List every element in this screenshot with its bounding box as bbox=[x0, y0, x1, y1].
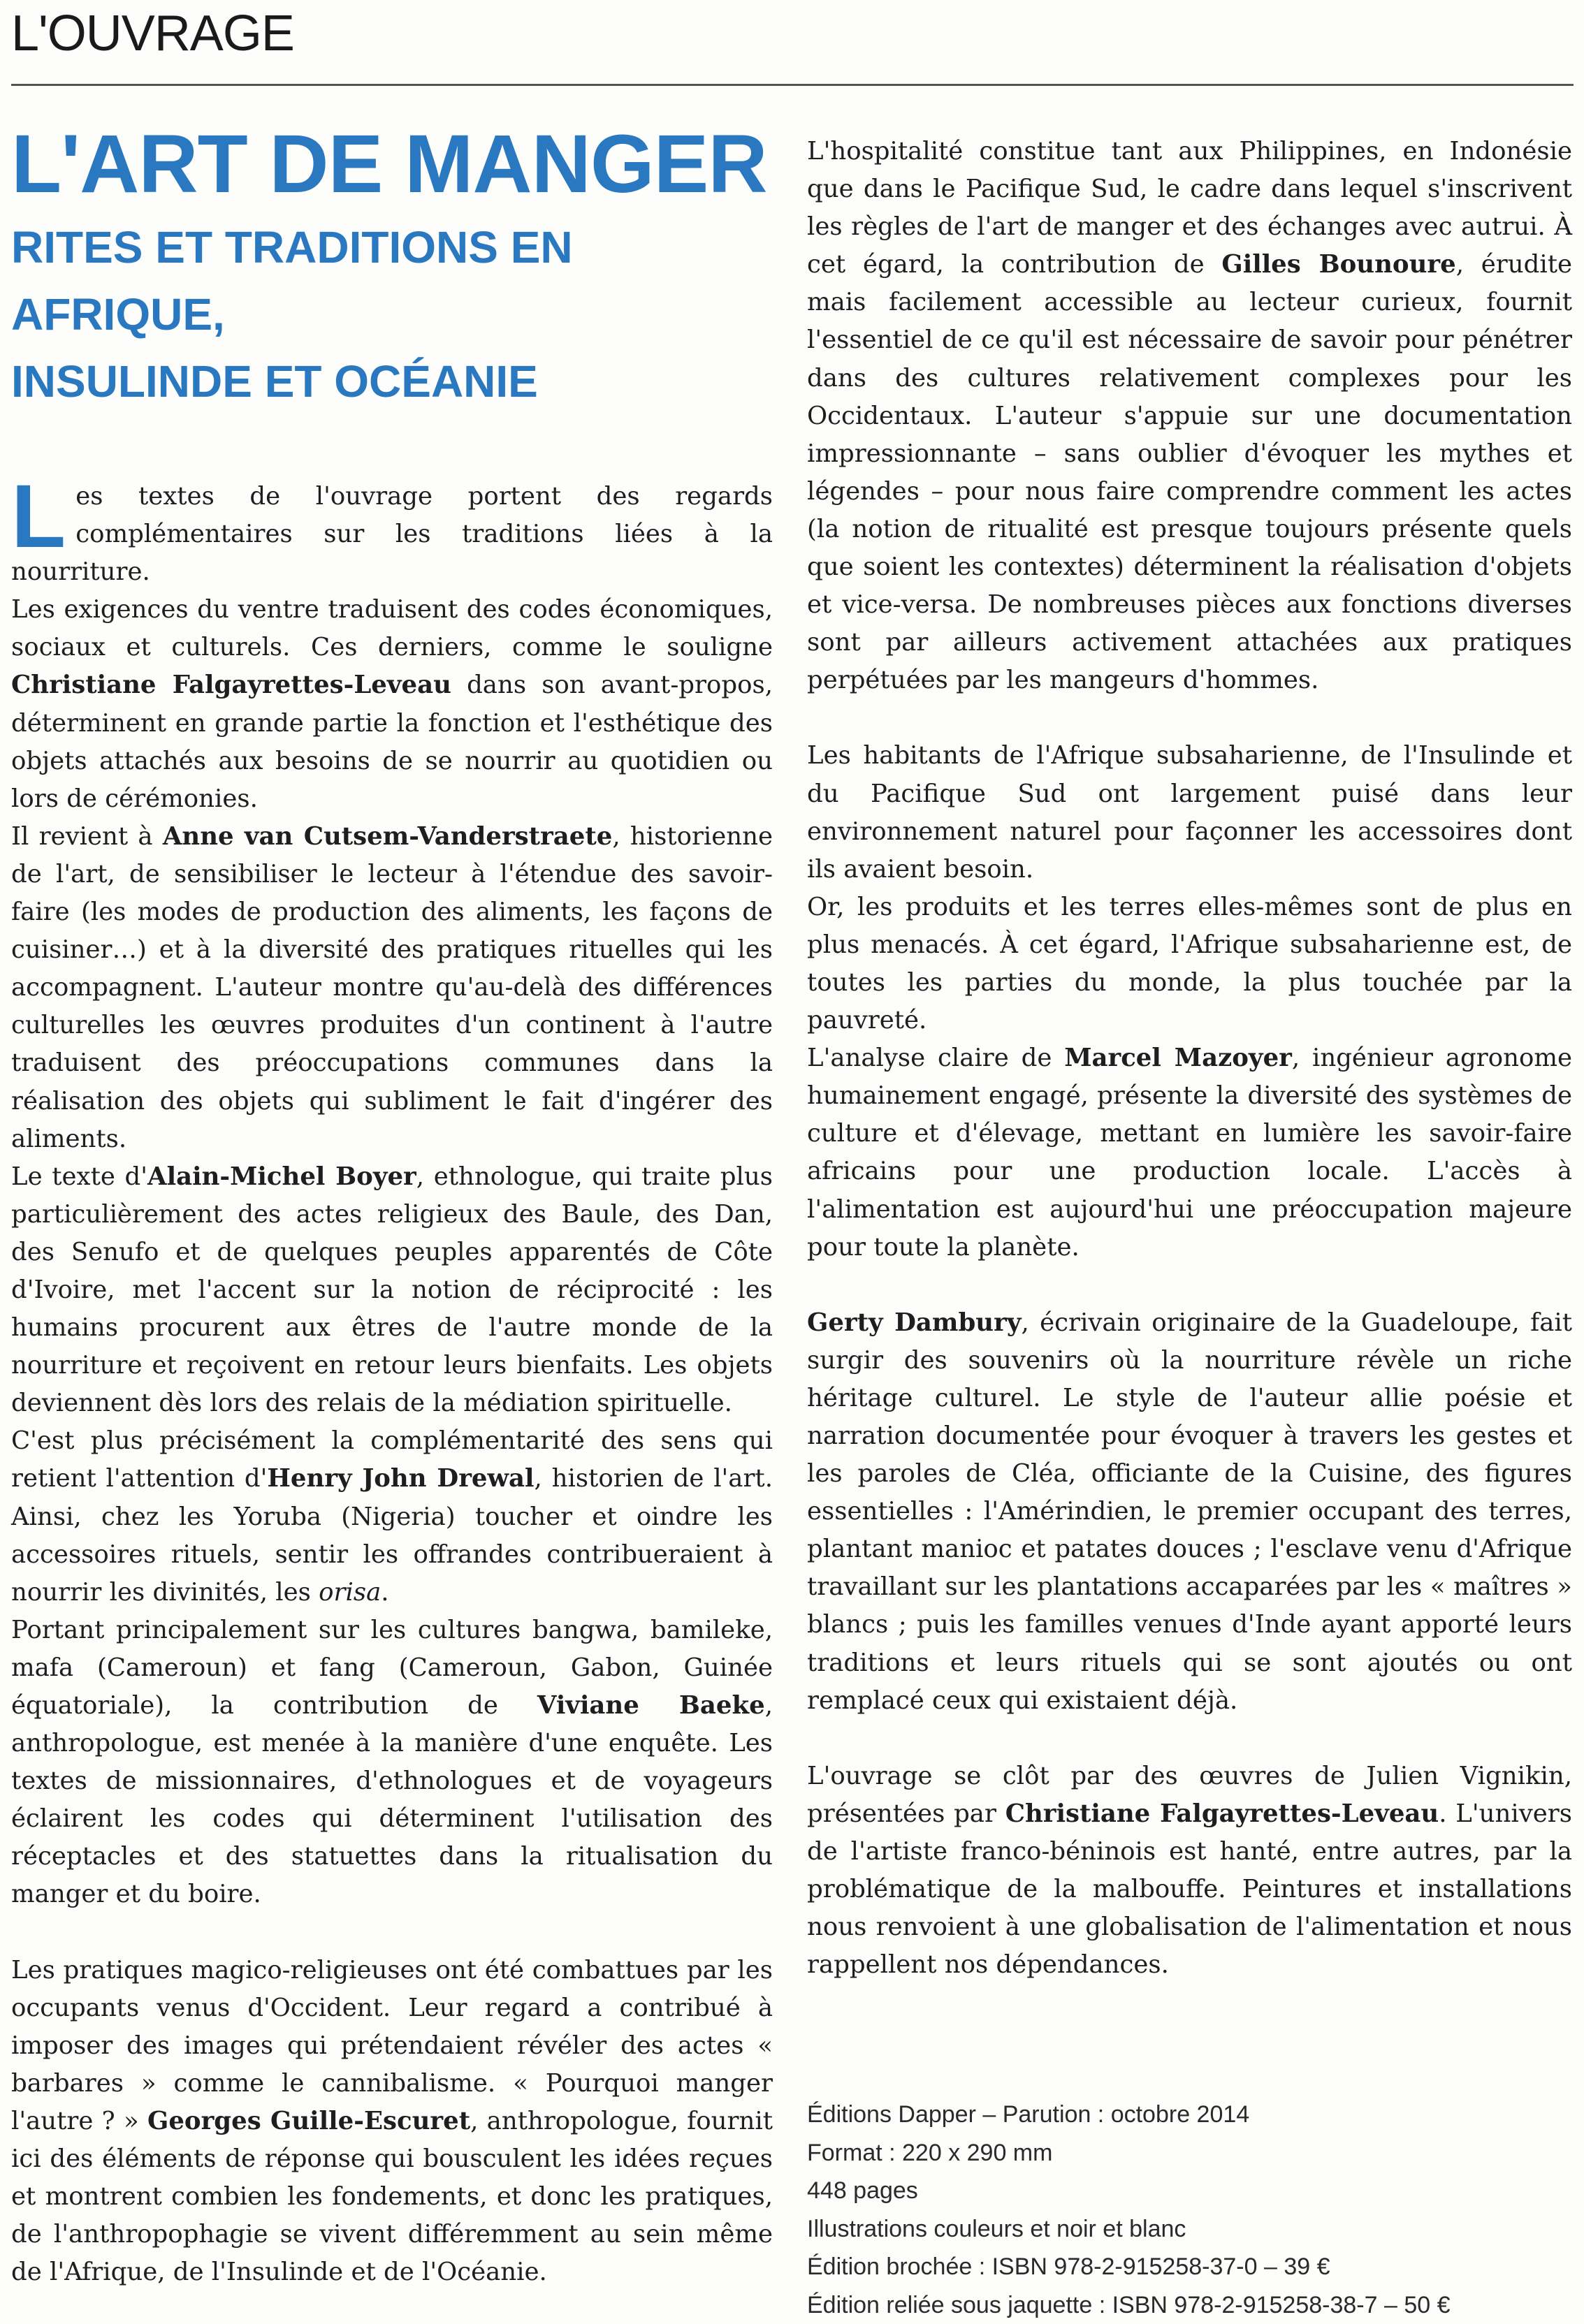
paragraph-gap bbox=[807, 1266, 1572, 1304]
text: , anthropologue, fournit ici des éléments de réponse qui bousculent les idées reçues et montrent combien les fondements, et donc les pratiques, de l'anthropophagie se vivent différemment au sein même de l'Afrique, de l'Insulinde et de l'Océanie. bbox=[11, 2106, 773, 2287]
author-name: Christiane Falgayrettes-Leveau bbox=[11, 671, 451, 700]
text: L'hospitalité constitue tant aux Philippines, en Indonésie que dans le Pacifique Sud, le cadre dans lequel s'inscrivent les règles de l'art de manger et des échanges avec autrui. À cet égard, la contribution de bbox=[807, 137, 1572, 279]
right-column bbox=[807, 133, 1572, 2324]
text: L'analyse claire de bbox=[807, 1044, 1065, 1073]
publication-info bbox=[807, 2096, 1572, 2324]
drop-cap: L bbox=[11, 467, 66, 567]
paragraph-gap bbox=[807, 1720, 1572, 1757]
article-subtitle bbox=[11, 214, 773, 415]
header-rule bbox=[11, 84, 1574, 86]
text: , anthropologue, est menée à la manière d'une enquête. Les textes de missionnaires, d'ethnologues et de voyageurs éclairent les codes qui déterminent l'utilisation des réceptacles et des statuettes dans la ritualisation du manger et du boire. bbox=[11, 1691, 773, 1909]
publication-line: Éditions Dapper – Parution : octobre 2014 bbox=[807, 2101, 1250, 2128]
paragraph bbox=[807, 1039, 1572, 1266]
text: , écrivain originaire de la Guadeloupe, fait surgir des souvenirs où la nourriture révèle un riche héritage culturel. Le style de l'auteur allie poésie et narration documentée pour évoquer à travers les gestes et les paroles de Cléa, officiante de la Cuisine, des figures essentielles : l'Amérindien, le premier occupant des terres, plantant manioc et patates douces ; l'esclave venu d'Afrique travaillant sur les plantations accaparées par les « maîtres » blancs ; puis les familles venues d'Inde ayant apporté leurs traditions et leurs rituels qui se sont ajoutés ou ont remplacé ceux qui existaient déjà. bbox=[807, 1308, 1572, 1715]
text: C'est plus précisément la complémentarité des sens qui retient l'attention d' bbox=[11, 1426, 773, 1493]
subtitle-line-1: RITES ET TRADITIONS EN AFRIQUE, bbox=[11, 222, 573, 339]
text: Le texte d' bbox=[11, 1162, 148, 1191]
text: , érudite mais facilement accessible au lecteur curieux, fournit l'essentiel de ce qu'il est nécessaire de savoir pour pénétrer dans des cultures relativement complexes pour les Occidentaux. L'auteur s'appuie sur une documentation impressionnante – sans oublier d'évoquer les mythes et légendes – pour nous faire comprendre comment les actes (la notion de ritualité est presque toujours présente quels que soient les contextes) déterminent la réalisation d'objets et vice-versa. De nombreuses pièces aux fonctions diverses sont par ailleurs activement attachées aux pratiques perpétuées par les mangeurs d'hommes. bbox=[807, 250, 1572, 695]
author-name: Georges Guille-Escuret bbox=[147, 2106, 471, 2135]
article-title: L'ART DE MANGER bbox=[11, 118, 767, 210]
text: . L'univers de l'artiste franco-béninois est hanté, entre autres, par la problématique de la malbouffe. Peintures et installations nous renvoient à une globalisation de l'alimentation et nous rappellent nos dépendances. bbox=[807, 1799, 1572, 1980]
text: es textes de l'ouvrage portent des regards complémentaires sur les traditions liées à la nourriture. bbox=[11, 482, 773, 587]
text: , historien de l'art. Ainsi, chez les Yoruba (Nigeria) toucher et oindre les accessoires rituels, sentir les offrandes contribueraient à nourrir les divinités, les bbox=[11, 1464, 773, 1607]
author-name: Marcel Mazoyer bbox=[1064, 1044, 1292, 1073]
paragraph bbox=[11, 591, 773, 818]
paragraph bbox=[11, 1422, 773, 1611]
paragraph-intro bbox=[11, 467, 773, 591]
publication-line: 448 pages bbox=[807, 2177, 918, 2205]
author-name: Anne van Cutsem-Vanderstraete bbox=[162, 821, 613, 851]
paragraph bbox=[11, 1612, 773, 1914]
paragraph-gap bbox=[807, 699, 1572, 737]
author-name: Gilles Bounoure bbox=[1221, 250, 1456, 279]
text: L'ouvrage se clôt par des œuvres de Julien Vignikin, présentées par bbox=[807, 1761, 1572, 1828]
paragraph: Les habitants de l'Afrique subsaharienne, de l'Insulinde et du Pacifique Sud ont largement puisé dans leur environnement naturel pour façonner les accessoires dont ils avaient besoin. bbox=[807, 741, 1572, 884]
text: , historienne de l'art, de sensibiliser le lecteur à l'étendue des savoir-faire (les modes de production des aliments, les façons de cuisiner…) et à la diversité des pratiques rituelles qui les accompagnent. L'auteur montre qu'au-delà des différences culturelles les œuvres produites d'un continent à l'autre traduisent des préoccupations communes dans la réalisation des objets qui subliment le fait d'ingérer des aliments. bbox=[11, 821, 773, 1153]
paragraph bbox=[807, 1304, 1572, 1720]
text: Les exigences du ventre traduisent des codes économiques, sociaux et culturels. Ces derniers, comme le souligne bbox=[11, 595, 773, 662]
text: Il revient à bbox=[11, 821, 163, 851]
italic-term: orisa bbox=[319, 1577, 382, 1607]
paragraph bbox=[11, 818, 773, 1158]
author-name: Henry John Drewal bbox=[267, 1464, 535, 1493]
paragraph bbox=[807, 133, 1572, 699]
publication-line: Illustrations couleurs et noir et blanc bbox=[807, 2215, 1186, 2242]
paragraph: Or, les produits et les terres elles-mêmes sont de plus en plus menacés. À cet égard, l'Afrique subsaharienne est, de toutes les parties du monde, la plus touchée par la pauvreté. bbox=[807, 892, 1572, 1035]
subtitle-line-2: INSULINDE ET OCÉANIE bbox=[11, 356, 538, 407]
paragraph bbox=[11, 1952, 773, 2292]
author-name: Alain-Michel Boyer bbox=[147, 1162, 416, 1191]
text: , ingénieur agronome humainement engagé, présente la diversité des systèmes de culture et d'élevage, mettant en lumière les savoir-faire africains pour une production locale. L'accès à l'alimentation est aujourd'hui une préoccupation majeure pour toute la planète. bbox=[807, 1044, 1572, 1262]
text: Portant principalement sur les cultures bangwa, bamileke, mafa (Cameroun) et fang (Cameroun, Gabon, Guinée équatoriale), la contribution de bbox=[11, 1615, 773, 1720]
publication-line: Format : 220 x 290 mm bbox=[807, 2139, 1053, 2166]
text: Les pratiques magico-religieuses ont été combattues par les occupants venus d'Occident. Leur regard a contribué à imposer des images qui prétendaient révéler des actes « barbares » comme le cannibalisme. « Pourquoi manger l'autre ? » bbox=[11, 1955, 773, 2135]
publication-line: Édition brochée : ISBN 978-2-915258-37-0 – 39 € bbox=[807, 2253, 1330, 2281]
publication-line: Édition reliée sous jaquette : ISBN 978-2-915258-38-7 – 50 € bbox=[807, 2291, 1451, 2318]
author-name: Viviane Baeke bbox=[537, 1691, 765, 1720]
paragraph bbox=[807, 1757, 1572, 1985]
section-label: L'OUVRAGE bbox=[11, 6, 294, 61]
text: , ethnologue, qui traite plus particulièrement des actes religieux des Baule, des Dan, des Senufo et de quelques peuples apparentés de Côte d'Ivoire, met l'accent sur la notion de réciprocité : les humains procurent aux êtres de l'autre monde de la nourriture et reçoivent en retour leurs bienfaits. Les objets deviennent dès lors des relais de la médiation spirituelle. bbox=[11, 1162, 773, 1418]
paragraph bbox=[11, 1158, 773, 1423]
author-name: Christiane Falgayrettes-Leveau bbox=[1005, 1799, 1439, 1828]
text: . bbox=[381, 1577, 389, 1607]
left-column bbox=[11, 119, 773, 2291]
paragraph-gap bbox=[11, 1914, 773, 1952]
author-name: Gerty Dambury bbox=[807, 1308, 1022, 1337]
text: dans son avant-propos, déterminent en grande partie la fonction et l'esthétique des objets attachés aux besoins de se nourrir au quotidien ou lors de cérémonies. bbox=[11, 671, 773, 813]
